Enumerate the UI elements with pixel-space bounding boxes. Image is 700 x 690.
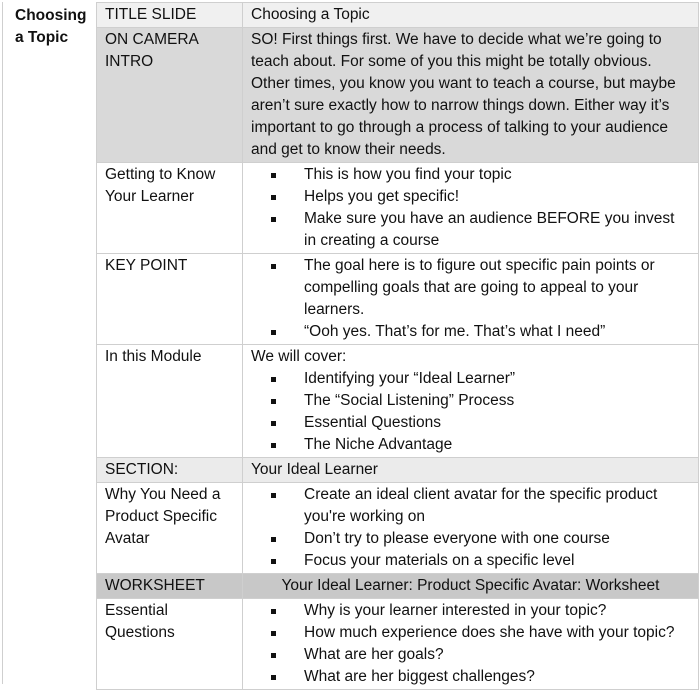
list-item: Make sure you have an audience BEFORE you invest in creating a course bbox=[304, 208, 690, 252]
module-title: Choosing a Topic bbox=[15, 7, 87, 46]
bullet-list bbox=[251, 484, 690, 572]
bullet-list bbox=[251, 600, 690, 688]
list-item: What are her goals? bbox=[304, 644, 690, 666]
module-title-cell bbox=[2, 2, 96, 684]
row-content: SO! First things first. We have to decide what we’re going to teach about. For some of you this might be totally obvious. Other times, you know you want to teach a course, but maybe aren’t sure exactly how to narrow things down. Either way it’s important to go through a process of talking to your audience and get to know their needs. bbox=[243, 28, 699, 163]
list-item: How much experience does she have with your topic? bbox=[304, 622, 690, 644]
row-label: Essential Questions bbox=[97, 599, 243, 690]
table-row-getting-to-know bbox=[97, 163, 699, 254]
list-item: Identifying your “Ideal Learner” bbox=[304, 368, 690, 390]
list-item: The “Social Listening” Process bbox=[304, 390, 690, 412]
table-row-section bbox=[97, 458, 699, 483]
list-item: This is how you find your topic bbox=[304, 164, 690, 186]
table-row-in-this-module bbox=[97, 345, 699, 458]
list-item: The Niche Advantage bbox=[304, 434, 690, 456]
row-label: Why You Need a Product Specific Avatar bbox=[97, 483, 243, 574]
list-item: Helps you get specific! bbox=[304, 186, 690, 208]
row-content bbox=[243, 254, 699, 345]
list-item: Focus your materials on a specific level bbox=[304, 550, 690, 572]
row-label: WORKSHEET bbox=[97, 574, 243, 599]
table-row-on-camera-intro bbox=[97, 28, 699, 163]
row-label: ON CAMERA INTRO bbox=[97, 28, 243, 163]
list-item: What are her biggest challenges? bbox=[304, 666, 690, 688]
row-content bbox=[243, 599, 699, 690]
table-row-key-point bbox=[97, 254, 699, 345]
list-item: Why is your learner interested in your topic? bbox=[304, 600, 690, 622]
row-content: Your Ideal Learner: Product Specific Avatar: Worksheet bbox=[243, 574, 699, 599]
row-content bbox=[243, 483, 699, 574]
row-label: In this Module bbox=[97, 345, 243, 458]
row-content bbox=[243, 163, 699, 254]
list-item: “Ooh yes. That’s for me. That’s what I need” bbox=[304, 321, 690, 343]
table-row-worksheet bbox=[97, 574, 699, 599]
bullet-list bbox=[251, 368, 690, 456]
list-item: Don’t try to please everyone with one course bbox=[304, 528, 690, 550]
row-label: SECTION: bbox=[97, 458, 243, 483]
row-content: Choosing a Topic bbox=[243, 3, 699, 28]
row-content: Your Ideal Learner bbox=[243, 458, 699, 483]
row-label: Getting to Know Your Learner bbox=[97, 163, 243, 254]
list-item: Essential Questions bbox=[304, 412, 690, 434]
table-row-essential-questions bbox=[97, 599, 699, 690]
row-label: KEY POINT bbox=[97, 254, 243, 345]
table-row-title-slide bbox=[97, 3, 699, 28]
script-table bbox=[96, 2, 699, 690]
table-row-why-avatar bbox=[97, 483, 699, 574]
list-item: Create an ideal client avatar for the specific product you're working on bbox=[304, 484, 690, 528]
row-label: TITLE SLIDE bbox=[97, 3, 243, 28]
list-item: The goal here is to figure out specific pain points or compelling goals that are going to appeal to your learners. bbox=[304, 255, 690, 321]
bullet-list bbox=[251, 255, 690, 343]
row-content bbox=[243, 345, 699, 458]
bullet-list bbox=[251, 164, 690, 252]
list-intro: We will cover: bbox=[251, 348, 347, 365]
